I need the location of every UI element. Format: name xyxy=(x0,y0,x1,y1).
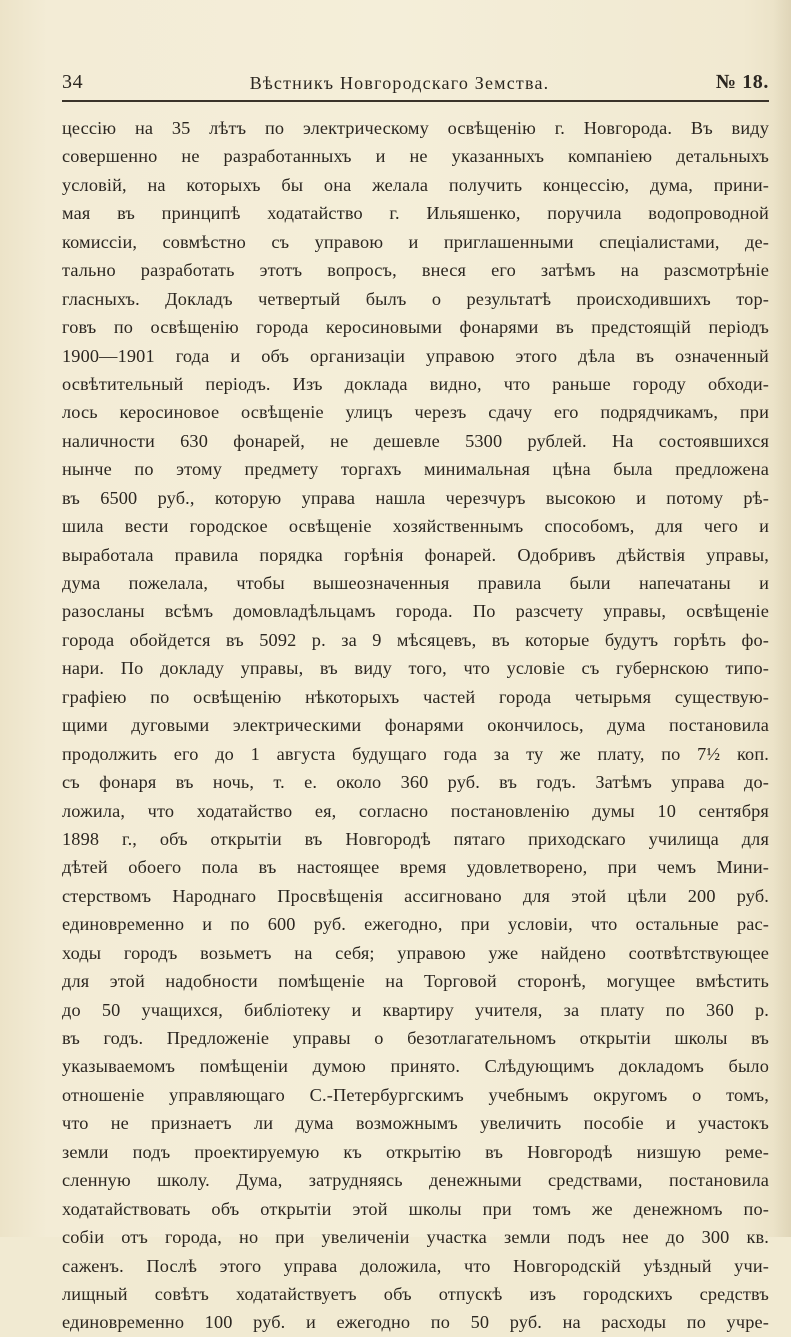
text-line: до 50 учащихся, библіотеку и квартиру учителя, за плату по 360 р. xyxy=(62,999,769,1020)
text-line: нынче по этому предмету торгахъ минимальная цѣна была предложена xyxy=(62,459,769,480)
text-line: 1898 г., объ открытіи въ Новгородѣ пятаго приходскаго училища для xyxy=(62,828,769,849)
text-line: для этой надобности помѣщеніе на Торговой сторонѣ, могущее вмѣстить xyxy=(62,971,769,992)
text-line: указываемомъ помѣщеніи думою принято. Слѣдующимъ докладомъ было xyxy=(62,1056,769,1077)
text-line: отношеніе управляющаго С.-Петербургскимъ учебнымъ округомъ о томъ, xyxy=(62,1084,769,1105)
text-line: щими дуговыми электрическими фонарями окончилось, дума постановила xyxy=(62,715,769,736)
page-number: 34 xyxy=(62,71,84,93)
page-header xyxy=(62,62,769,102)
text-line: шила вести городское освѣщеніе хозяйственнымъ способомъ, для чего и xyxy=(62,516,769,537)
text-line: освѣтительный періодъ. Изъ доклада видно, что раньше городу обходи- xyxy=(62,373,769,394)
text-line: графіею по освѣщенію нѣкоторыхъ частей города четырьмя существую- xyxy=(62,686,769,707)
text-line: сленную школу. Дума, затрудняясь денежными средствами, постановила xyxy=(62,1170,769,1191)
text-line: что не признаетъ ли дума возможнымъ увеличить пособіе и участокъ xyxy=(62,1113,769,1134)
text-line: комиссіи, совмѣстно съ управою и приглашенными спеціалистами, де- xyxy=(62,231,769,252)
text-line: совершенно не разработанныхъ и не указанныхъ компаніею детальныхъ xyxy=(62,146,769,167)
text-line: продолжить его до 1 августа будущаго года за ту же плату, по 7½ коп. xyxy=(62,743,769,764)
text-line: города обойдется въ 5092 р. за 9 мѣсяцевъ, въ которые будутъ горѣть фо- xyxy=(62,629,769,650)
body-text xyxy=(62,114,769,1337)
issue-number: № 18. xyxy=(715,71,769,93)
text-line: цессію на 35 лѣтъ по электрическому освѣщенію г. Новгорода. Въ виду xyxy=(62,118,769,138)
text-line: стерствомъ Народнаго Просвѣщенія ассигновано для этой цѣли 200 руб. xyxy=(62,885,769,906)
text-line: ложила, что ходатайство ея, согласно постановленію думы 10 сентября xyxy=(62,800,769,821)
text-line: съ фонаря въ ночь, т. е. около 360 руб. въ годъ. Затѣмъ управа до- xyxy=(62,772,769,793)
text-line: лось керосиновое освѣщеніе улицъ черезъ сдачу его подрядчикамъ, при xyxy=(62,402,769,423)
text-line: лищный совѣтъ ходатайствуетъ объ отпускѣ изъ городскихъ средствъ xyxy=(62,1283,769,1304)
text-line: единовременно и по 600 руб. ежегодно, при условіи, что остальные рас- xyxy=(62,914,769,935)
text-line: ходы городъ возьметъ на себя; управою уже найдено соотвѣтствующее xyxy=(62,942,769,963)
text-line: дѣтей обоего пола въ настоящее время удовлетворено, при чемъ Мини- xyxy=(62,857,769,878)
text-line: дума пожелала, чтобы вышеозначенныя правила были напечатаны и xyxy=(62,573,769,593)
text-line: наличности 630 фонарей, не дешевле 5300 рублей. На состоявшихся xyxy=(62,430,769,451)
journal-title: Вѣстникъ Новгородскаго Земства. xyxy=(249,73,550,93)
text-line: въ годъ. Предложеніе управы о безотлагательномъ открытіи школы въ xyxy=(62,1028,769,1048)
text-line: гласныхъ. Докладъ четвертый былъ о результатѣ происходившихъ тор- xyxy=(62,288,769,309)
text-line: тально разработать этотъ вопросъ, внеся его затѣмъ на разсмотрѣніе xyxy=(62,260,769,281)
text-line: говъ по освѣщенію города керосиновыми фонарями въ предстоящій періодъ xyxy=(62,317,769,338)
page-edge-shadow xyxy=(773,0,791,1237)
text-line: 1900—1901 года и объ организаціи управою этого дѣла въ означенный xyxy=(62,345,769,366)
text-line: разосланы всѣмъ домовладѣльцамъ города. По разсчету управы, освѣщеніе xyxy=(62,601,769,622)
text-line: ходатайствовать объ открытіи этой школы при томъ же денежномъ по- xyxy=(62,1198,769,1219)
text-line: единовременно 100 руб. и ежегодно по 50 руб. на расходы по учре- xyxy=(62,1312,769,1333)
text-line: саженъ. Послѣ этого управа доложила, что Новгородскій уѣздный учи- xyxy=(62,1255,769,1276)
text-line: выработала правила порядка горѣнія фонарей. Одобривъ дѣйствія управы, xyxy=(62,544,769,565)
text-line: въ 6500 руб., которую управа нашла черезчуръ высокою и потому рѣ- xyxy=(62,487,769,508)
text-line: мая въ принципѣ ходатайство г. Ильяшенко, поручила водопроводной xyxy=(62,203,769,224)
text-line: условій, на которыхъ бы она желала получить концессію, дума, прини- xyxy=(62,174,769,195)
text-line: собіи отъ города, но при увеличеніи участка земли подъ нее до 300 кв. xyxy=(62,1227,769,1248)
text-line: нари. По докладу управы, въ виду того, что условіе съ губернскою типо- xyxy=(62,658,769,679)
text-line: земли подъ проектируемую къ открытію въ Новгородѣ низшую реме- xyxy=(62,1141,769,1162)
